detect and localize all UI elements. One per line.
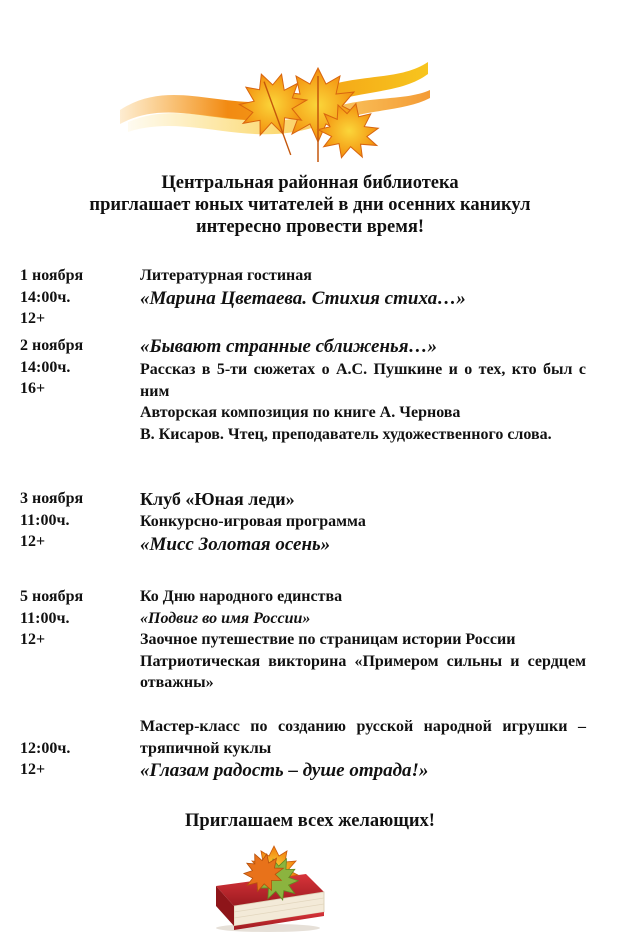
event-line: Рассказ в 5-ти сюжетах о А.С. Пушкине и о тех, кто был с ним xyxy=(140,361,586,400)
event-line: Патриотическая викторина «Примером сильны и сердцем отважны» xyxy=(140,652,586,691)
event-date: 1 ноября xyxy=(20,267,84,284)
event-age: 16+ xyxy=(20,380,46,397)
event-time: 14:00ч. xyxy=(20,288,71,306)
heading-line: приглашает юных читателей в дни осенних каникул xyxy=(89,195,531,215)
event-line: Мастер-класс по созданию русской народной игрушки – тряпичной куклы xyxy=(140,718,586,757)
autumn-leaves-swoosh-icon xyxy=(118,52,430,164)
event-line: Заочное путешествие по страницам истории России xyxy=(140,631,516,648)
event-title: «Подвиг во имя России» xyxy=(140,609,311,627)
page-heading xyxy=(0,172,620,238)
event-title: «Мисс Золотая осень» xyxy=(140,533,331,555)
closing-invitation: Приглашаем всех желающих! xyxy=(185,811,435,831)
event-line: Литературная гостиная xyxy=(140,267,312,284)
event-when xyxy=(20,738,130,781)
event-when xyxy=(20,265,130,330)
event-age: 12+ xyxy=(20,310,46,327)
event-title: «Глазам радость – душе отрада!» xyxy=(140,760,429,781)
event-date: 5 ноября xyxy=(20,588,84,605)
event-time: 11:00ч. xyxy=(20,609,70,627)
event-line: Ко Дню народного единства xyxy=(140,588,343,605)
event-line: Конкурсно-игровая программа xyxy=(140,513,366,530)
event-age: 12+ xyxy=(20,533,46,550)
event-description xyxy=(140,335,586,445)
event-title: «Марина Цветаева. Стихия стиха…» xyxy=(140,287,466,309)
event-when xyxy=(20,586,130,651)
event-line: Авторская композиция по книге А. Чернова xyxy=(140,404,461,421)
event-description xyxy=(140,488,586,557)
event-time: 12:00ч. xyxy=(20,739,71,757)
event-date: 3 ноября xyxy=(20,490,84,507)
event-time: 11:00ч. xyxy=(20,511,70,529)
heading-line: Центральная районная библиотека xyxy=(161,173,459,193)
event-description xyxy=(140,265,586,311)
event-description xyxy=(140,716,586,783)
event-line: В. Кисаров. Чтец, преподаватель художественного слова. xyxy=(140,425,552,443)
heading-line: интересно провести время! xyxy=(195,217,425,237)
event-title: Клуб «Юная леди» xyxy=(140,489,295,509)
book-with-leaves-icon xyxy=(208,842,328,932)
event-age: 12+ xyxy=(20,631,46,648)
event-date: 2 ноября xyxy=(20,337,84,354)
event-time: 14:00ч. xyxy=(20,358,71,376)
event-age: 12+ xyxy=(20,761,46,778)
event-when xyxy=(20,335,130,400)
event-title: «Бывают странные сближенья…» xyxy=(140,336,437,357)
event-description xyxy=(140,586,586,694)
event-when xyxy=(20,488,130,553)
